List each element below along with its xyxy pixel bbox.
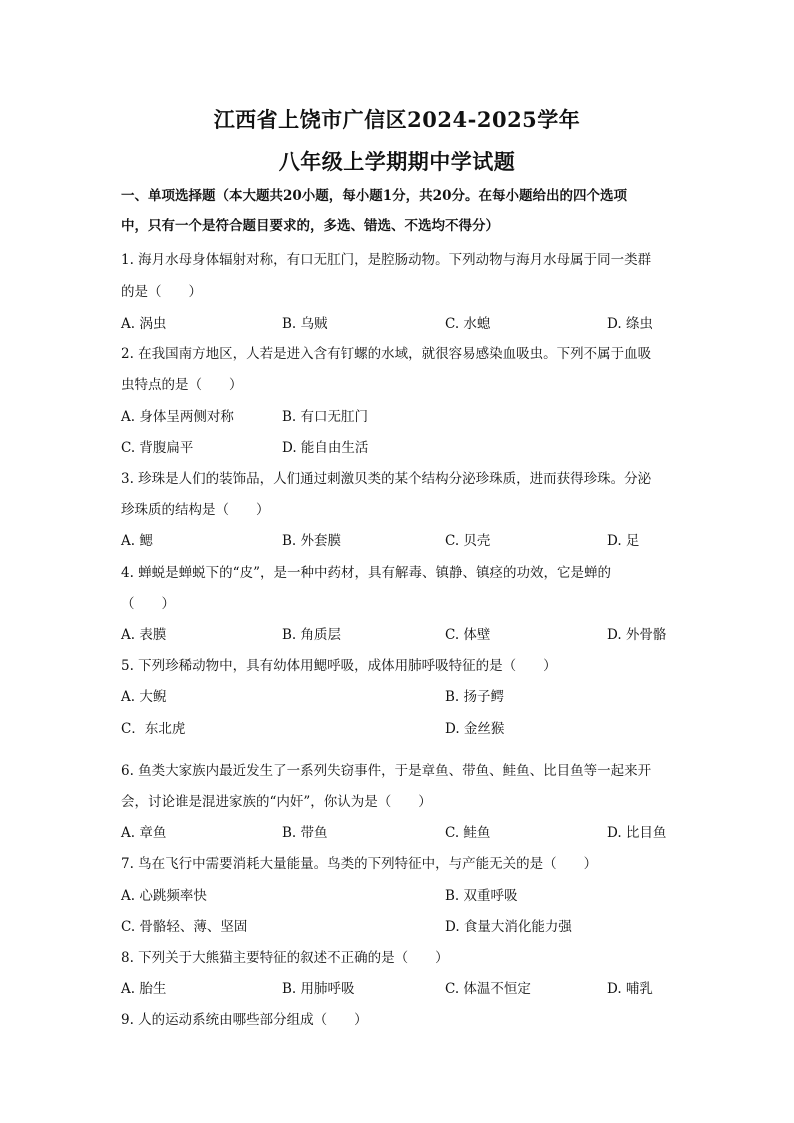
question-3-option-d: D. 足 <box>607 533 640 549</box>
question-4-stem-line-2: （ ） <box>121 596 175 612</box>
question-6-option-b: B. 带鱼 <box>282 825 328 841</box>
question-3-option-a: A. 鳃 <box>121 533 153 549</box>
question-2-option-a: A. 身体呈两侧对称 <box>121 409 234 425</box>
question-3-option-c: C. 贝壳 <box>445 533 491 549</box>
question-8-option-b: B. 用肺呼吸 <box>282 981 355 997</box>
question-5-option-c: C．东北虎 <box>121 721 186 737</box>
question-1-option-a: A. 涡虫 <box>121 316 167 332</box>
question-6-stem-line-2: 会，讨论谁是混进家族的“内奸”，你认为是（ ） <box>121 794 432 810</box>
question-2-stem-line-1: 2. 在我国南方地区，人若是进入含有钉螺的水域，就很容易感染血吸虫。下列不属于血吸 <box>121 346 652 362</box>
question-6-option-d: D. 比目鱼 <box>607 825 667 841</box>
question-2-option-d: D. 能自由生活 <box>282 440 369 456</box>
question-8-option-c: C. 体温不恒定 <box>445 981 531 997</box>
question-3-stem-line-1: 3. 珍珠是人们的装饰品，人们通过刺激贝类的某个结构分泌珍珠质，进而获得珍珠。分泌 <box>121 471 652 487</box>
question-8-option-a: A. 胎生 <box>121 981 167 997</box>
section-heading <box>121 181 676 241</box>
question-7-option-d: D. 食量大消化能力强 <box>445 919 572 935</box>
question-4-stem-line-1: 4. 蝉蜕是蝉蜕下的“皮”，是一种中药材，具有解毒、镇静、镇痉的功效，它是蝉的 <box>121 565 611 581</box>
question-5-stem-line-1: 5. 下列珍稀动物中，具有幼体用鳃呼吸，成体用肺呼吸特征的是（ ） <box>121 658 557 674</box>
question-4-option-b: B. 角质层 <box>282 627 342 643</box>
question-2-stem-line-2: 虫特点的是（ ） <box>121 377 243 393</box>
question-7-option-a: A. 心跳频率快 <box>121 888 207 904</box>
question-5-option-b: B. 扬子鳄 <box>445 689 505 705</box>
question-2-option-b: B. 有口无肛门 <box>282 409 369 425</box>
question-8-stem-line-1: 8. 下列关于大熊猫主要特征的叙述不正确的是（ ） <box>121 950 449 966</box>
section-heading-line-2: 中，只有一个是符合题目要求的，多选、错选、不选均不得分） <box>121 218 499 234</box>
question-8-option-d: D. 哺乳 <box>607 981 653 997</box>
question-5-option-d: D. 金丝猴 <box>445 721 505 737</box>
question-1-option-c: C. 水螅 <box>445 316 491 332</box>
question-1-stem-line-1: 1. 海月水母身体辐射对称，有口无肛门，是腔肠动物。下列动物与海月水母属于同一类群 <box>121 252 652 268</box>
exam-title-line-2: 八年级上学期期中学试题 <box>278 149 516 174</box>
question-3-stem-line-2: 珍珠质的结构是（ ） <box>121 502 270 518</box>
question-1-option-b: B. 乌贼 <box>282 316 328 332</box>
question-1-option-d: D. 绦虫 <box>607 316 653 332</box>
question-7-stem-line-1: 7. 鸟在飞行中需要消耗大量能量。鸟类的下列特征中，与产能无关的是（ ） <box>121 856 598 872</box>
question-4-option-a: A. 表膜 <box>121 627 167 643</box>
question-6-option-c: C. 鲑鱼 <box>445 825 491 841</box>
question-7-option-b: B. 双重呼吸 <box>445 888 518 904</box>
question-9-stem-line-1: 9. 人的运动系统由哪些部分组成（ ） <box>121 1012 368 1028</box>
question-6-option-a: A. 章鱼 <box>121 825 167 841</box>
section-heading-line-1: 一、单项选择题（本大题共20小题，每小题1分，共20分。在每小题给出的四个选项 <box>121 188 627 204</box>
question-4-option-c: C. 体壁 <box>445 627 491 643</box>
exam-title-line-1: 江西省上饶市广信区2024-2025学年 <box>213 107 581 132</box>
question-1-stem-line-2: 的是（ ） <box>121 284 202 300</box>
question-5-option-a: A. 大鲵 <box>121 689 167 705</box>
question-4-option-d: D. 外骨骼 <box>607 627 667 643</box>
question-3-option-b: B. 外套膜 <box>282 533 342 549</box>
question-7-option-c: C. 骨骼轻、薄、坚固 <box>121 919 248 935</box>
question-2-option-c: C. 背腹扁平 <box>121 440 194 456</box>
question-6-stem-line-1: 6. 鱼类大家族内最近发生了一系列失窃事件，于是章鱼、带鱼、鲑鱼、比目鱼等一起来开 <box>121 763 652 779</box>
